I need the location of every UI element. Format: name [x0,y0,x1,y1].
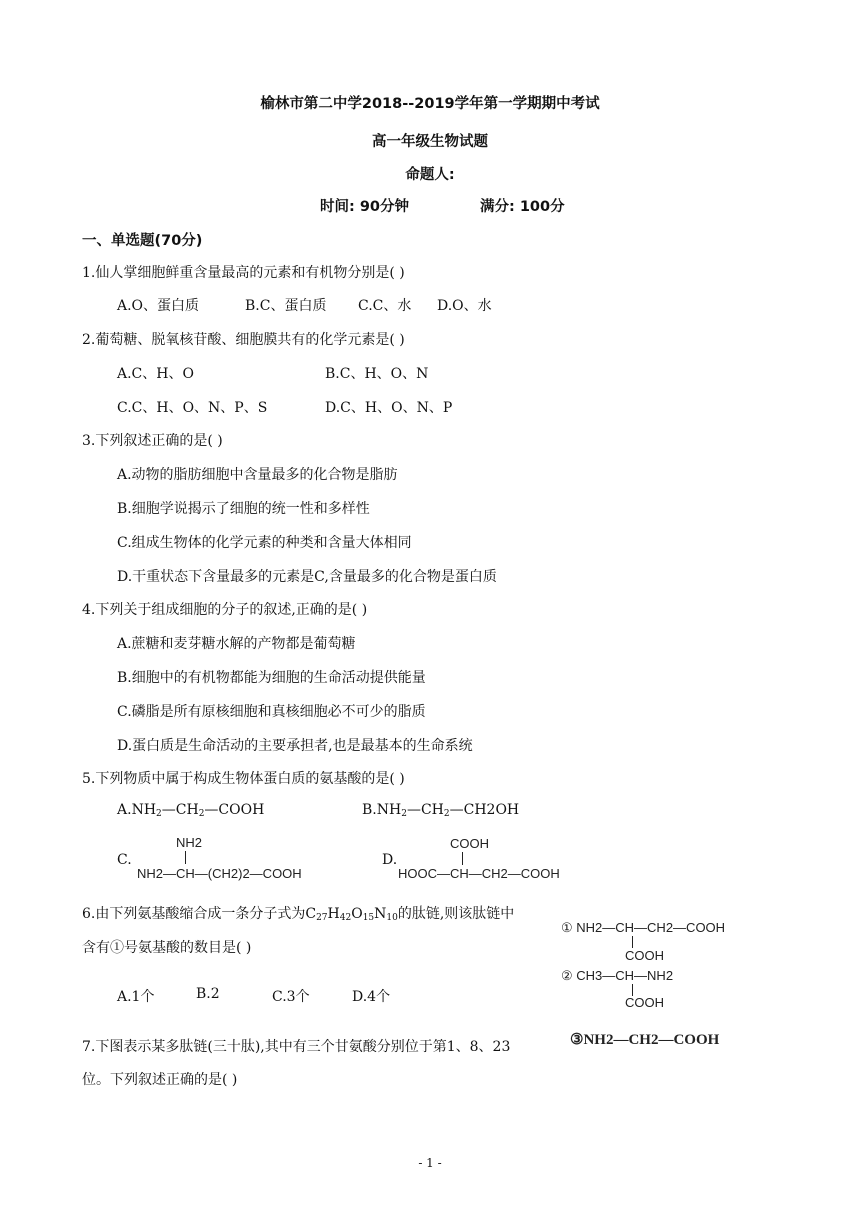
q2-option-a: A.C、H、O [117,366,194,382]
q2-option-d: D.C、H、O、N、P [325,400,453,416]
q6-stem-line2: 含有①号氨基酸的数目是( ) [82,940,252,956]
q3-option-c: C.组成生物体的化学元素的种类和含量大体相同 [117,535,412,551]
q5-option-d-label: D. [382,852,398,868]
amino-acid-2-side-group: COOH [625,995,664,1010]
q3-option-a: A.动物的脂肪细胞中含量最多的化合物是脂肪 [117,467,398,483]
exam-subtitle: 高一年级生物试题 [372,134,488,150]
q7-stem-line2: 位。下列叙述正确的是( ) [82,1072,238,1088]
q1-option-b: B.C、蛋白质 [245,298,327,314]
q3-stem: 3.下列叙述正确的是( ) [82,433,223,449]
q3-option-b: B.细胞学说揭示了细胞的统一性和多样性 [117,501,370,517]
time-info: 时间: 90分钟 [320,199,410,215]
q5-option-b-label: B. [362,802,377,818]
exam-title: 榆林市第二中学2018--2019学年第一学期期中考试 [260,96,600,112]
q5-option-d-top-group: COOH [450,836,489,851]
q1-stem: 1.仙人掌细胞鲜重含量最高的元素和有机物分别是( ) [82,265,405,281]
q4-option-d: D.蛋白质是生命活动的主要承担者,也是最基本的生命系统 [117,738,473,754]
q5-option-a-label: A. [117,802,132,818]
q4-stem: 4.下列关于组成细胞的分子的叙述,正确的是( ) [82,602,368,618]
q5-option-c-label: C. [117,852,132,868]
q5-option-b: $B.NH_2—CH_2—CH2OH$ [362,802,520,819]
q6-option-c: C.3个 [272,989,310,1005]
q5-option-c-bond [185,851,186,864]
q6-stem-line1: 6.由下列氨基酸缩合成一条分子式为$C_{27}H_{42}O_{15}N_{10}$的肽链,则该肽链中 [82,906,515,923]
score-info: 满分: 100分 [480,199,565,215]
q6-option-d: D.4个 [352,989,391,1005]
q1-option-a: A.O、蛋白质 [117,298,200,314]
q5-option-c-top-group: NH2 [176,835,203,850]
q7-stem-line1: 7.下图表示某多肽链(三十肽),其中有三个甘氨酸分别位于第1、8、23 [82,1039,511,1055]
q5-stem: 5.下列物质中属于构成生物体蛋白质的氨基酸的是( ) [82,771,405,787]
q1-option-c: C.C、水 [358,298,412,314]
q5-option-a: $A.NH_2—CH_2—COOH$ [117,802,265,819]
page-number: - 1 - [418,1156,442,1170]
q4-option-c: C.磷脂是所有原核细胞和真核细胞必不可少的脂质 [117,704,426,720]
q5-option-d-formula: HOOC—CH—CH2—COOH [398,866,560,881]
q1-option-d: D.O、水 [437,298,492,314]
q3-option-d: D.干重状态下含量最多的元素是C,含量最多的化合物是蛋白质 [117,569,497,585]
amino-acid-2-formula: ② CH3—CH—NH2 [561,968,674,983]
amino-acid-1-side-group: COOH [625,948,664,963]
q2-stem: 2.葡萄糖、脱氧核苷酸、细胞膜共有的化学元素是( ) [82,332,405,348]
q4-option-a: A.蔗糖和麦芽糖水解的产物都是葡萄糖 [117,636,356,652]
q6-option-a: A.1个 [117,989,155,1005]
amino-acid-3-formula: ③NH2—CH2—COOH [570,1032,720,1048]
amino-acid-1-bond [632,936,633,948]
section-heading: 一、单选题(70分) [82,233,203,249]
q4-option-b: B.细胞中的有机物都能为细胞的生命活动提供能量 [117,670,426,686]
author-line: 命题人: [405,167,455,183]
q2-option-b: B.C、H、O、N [325,366,429,382]
q5-option-c-formula: NH2—CH—(CH2)2—COOH [137,866,302,881]
q5-option-d-bond [462,852,463,865]
q6-option-b: B.2 [196,986,220,1002]
q2-option-c: C.C、H、O、N、P、S [117,400,268,416]
amino-acid-1-formula: ① NH2—CH—CH2—COOH [561,920,726,935]
